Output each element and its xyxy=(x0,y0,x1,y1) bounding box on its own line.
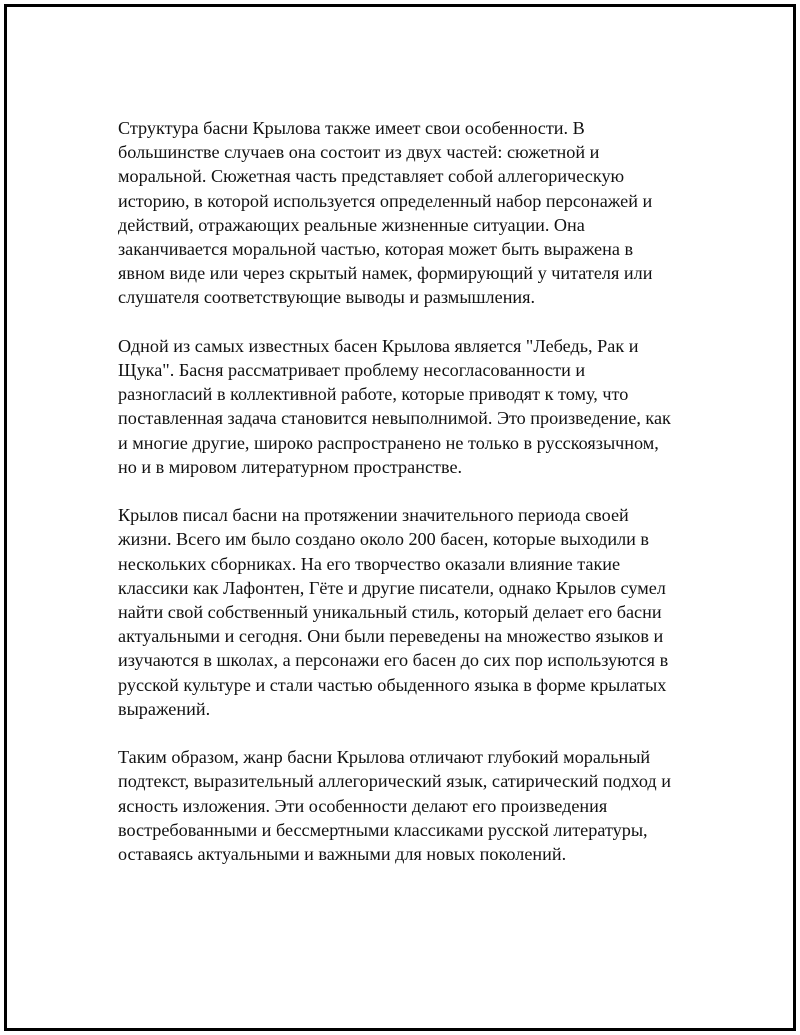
text-line: подтекст, выразительный аллегорический язык, сатирический подход и xyxy=(118,771,671,792)
document-body xyxy=(118,116,703,890)
text-line: Щука". Басня рассматривает проблему несогласованности и xyxy=(118,360,586,381)
text-line: найти свой собственный уникальный стиль, который делает его басни xyxy=(118,602,662,623)
text-line: поставленная задача становится невыполнимой. Это произведение, как xyxy=(118,408,671,429)
text-line: Одной из самых известных басен Крылова является "Лебедь, Рак и xyxy=(118,335,639,356)
text-line: востребованными и бессмертными классиками русской литературы, xyxy=(118,819,648,840)
paragraph-swan-crayfish-pike xyxy=(118,334,703,479)
paragraph-structure xyxy=(118,116,703,310)
text-line: выражений. xyxy=(118,698,211,719)
text-line: действий, отражающих реальные жизненные ситуации. Она xyxy=(118,214,585,235)
text-line: нескольких сборниках. На его творчество оказали влияние такие xyxy=(118,553,621,574)
text-line: классики как Лафонтен, Гёте и другие писатели, однако Крылов сумел xyxy=(118,577,666,598)
text-line: Структура басни Крылова также имеет свои особенности. В xyxy=(118,118,585,138)
text-line: но и в мировом литературном пространстве. xyxy=(118,456,463,477)
text-line: и многие другие, широко распространено не только в русскоязычном, xyxy=(118,432,659,453)
paragraph-krylov-works xyxy=(118,503,703,721)
text-line: заканчивается моральной частью, которая может быть выражена в xyxy=(118,239,634,260)
text-line: ясность изложения. Эти особенности делают его произведения xyxy=(118,795,608,816)
text-line: моральной. Сюжетная часть представляет собой аллегорическую xyxy=(118,166,625,187)
text-line: большинстве случаев она состоит из двух частей: сюжетной и xyxy=(118,142,600,163)
text-line: жизни. Всего им было создано около 200 басен, которые выходили в xyxy=(118,529,650,550)
text-line: оставаясь актуальными и важными для новых поколений. xyxy=(118,844,567,865)
paragraph-conclusion xyxy=(118,745,703,866)
text-line: историю, в которой используется определенный набор персонажей и xyxy=(118,190,653,211)
text-line: русской культуре и стали частью обыденного языка в форме крылатых xyxy=(118,674,667,695)
text-line: Крылов писал басни на протяжении значительного периода своей xyxy=(118,505,629,526)
text-line: явном виде или через скрытый намек, формирующий у читателя или xyxy=(118,263,653,284)
text-line: слушателя соответствующие выводы и размышления. xyxy=(118,287,536,308)
text-line: актуальными и сегодня. Они были переведены на множество языков и xyxy=(118,626,664,647)
text-line: Таким образом, жанр басни Крылова отличают глубокий моральный xyxy=(118,747,651,768)
text-line: изучаются в школах, а персонажи его басен до сих пор используются в xyxy=(118,650,669,671)
text-line: разногласий в коллективной работе, которые приводят к тому, что xyxy=(118,384,629,405)
